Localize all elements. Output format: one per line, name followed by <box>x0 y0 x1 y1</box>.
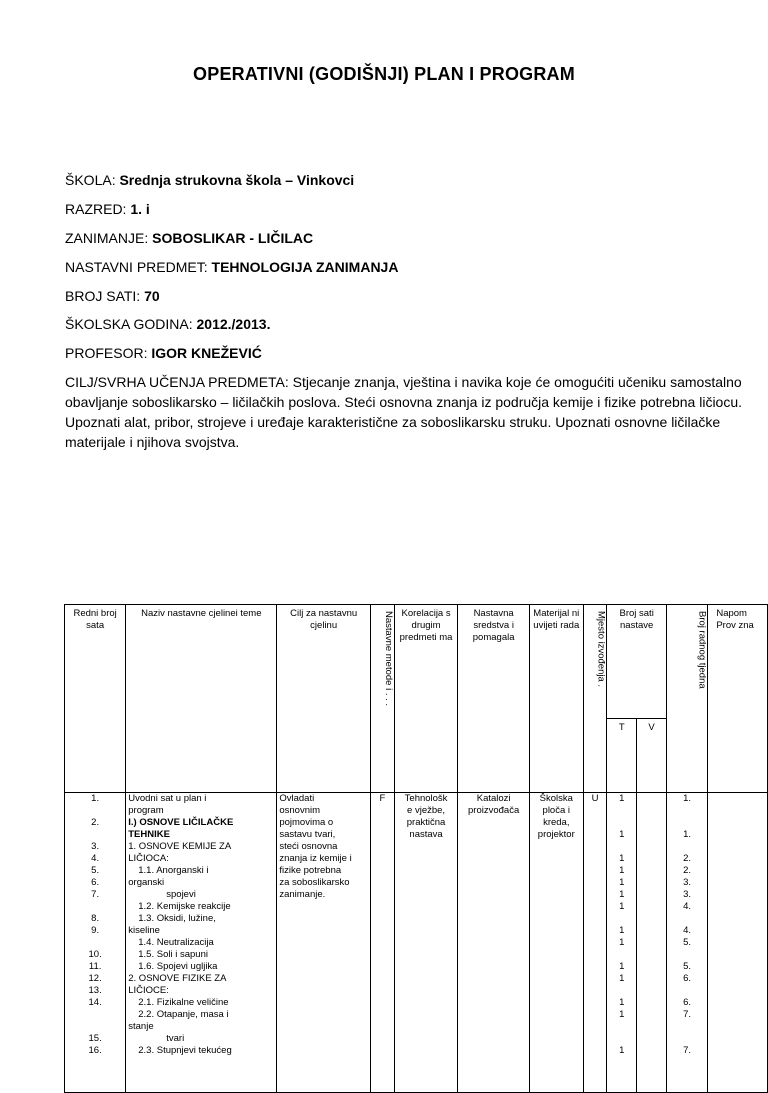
week-number <box>667 1021 707 1033</box>
unit-name-line: 1.1. Anorganski i <box>138 865 209 876</box>
hours-t-value: 1 <box>619 829 625 840</box>
unit-name-line: 1.5. Soli i sapuni <box>138 949 208 960</box>
lesson-number: 7. <box>91 889 100 900</box>
goal-line: steći osnovna <box>279 841 338 852</box>
week-number <box>667 1033 707 1045</box>
header-notes: Napom Prov zna <box>708 605 768 793</box>
header-hours: Broj sati nastave <box>607 605 666 719</box>
location-cell: U <box>583 793 607 1093</box>
week-number: 1. <box>683 793 692 804</box>
goal-line: Ovladati <box>279 793 315 804</box>
lesson-numbers-cell <box>65 793 126 1093</box>
week-number: 2. <box>683 865 692 876</box>
material-line: projektor <box>537 829 575 840</box>
unit-name-line: spojevi <box>166 889 196 900</box>
correlation-line: e vježbe, <box>407 805 446 816</box>
week-number: 3. <box>683 877 692 888</box>
week-cell <box>666 793 707 1093</box>
lesson-number <box>65 805 125 817</box>
hours-t-value: 1 <box>619 937 625 948</box>
goal-line: za soboslikarsko <box>279 877 350 888</box>
unit-name-line: 1.6. Spojevi ugljika <box>138 961 218 972</box>
header-material-conditions: Materijal ni uvijeti rada <box>529 605 583 793</box>
unit-name-line: TEHNIKE <box>128 829 170 840</box>
hours-t-value: 1 <box>619 961 625 972</box>
subject-goal: CILJ/SVRHA UČENJA PREDMETA: Stjecanje znanja, vještina i navika koje će omogućiti učeniku samostalno obavljanje soboslikarsko – ličilačkih poslova. Steći osnovna znanja iz područja kemije i fizike potrebna ličiocu. Upoznati alat, pribor, strojeve i uređaje karakteristične za soboslikarsku struku. Upoznati osnovne ličilačke materijale i njihova svojstva. <box>65 374 743 450</box>
unit-names-cell <box>126 793 277 1093</box>
lesson-number: 6. <box>91 877 100 888</box>
week-number <box>667 805 707 817</box>
week-number <box>667 817 707 829</box>
page-title: OPERATIVNI (GODIŠNJI) PLAN I PROGRAM <box>193 64 575 84</box>
lesson-number: 12. <box>88 973 102 984</box>
header-goal: Cilj za nastavnu cjelinu <box>277 605 371 793</box>
hours-t-value: 1 <box>619 973 625 984</box>
week-number: 5. <box>683 937 692 948</box>
header-v: V <box>637 719 667 793</box>
material-line: Školska <box>539 793 573 804</box>
hours-t-value: 1 <box>619 997 625 1008</box>
hours-t-value <box>607 949 636 961</box>
lesson-number <box>65 1021 125 1033</box>
correlation-line: Tehnološk <box>404 793 448 804</box>
hours-t-value: 1 <box>619 901 625 912</box>
week-number: 1. <box>683 829 692 840</box>
week-number: 4. <box>683 901 692 912</box>
teaching-aids-cell <box>458 793 530 1093</box>
week-number: 6. <box>683 973 692 984</box>
hours-t-value <box>607 1021 636 1033</box>
occupation-line: ZANIMANJE: SOBOSLIKAR - LIČILAC <box>65 230 314 246</box>
lesson-number: 11. <box>88 961 102 972</box>
unit-name-line: 2.3. Stupnjevi tekućeg <box>138 1045 232 1056</box>
unit-name-line: 1. OSNOVE KEMIJE ZA <box>128 841 232 852</box>
header-location: Mjesto izvođenja . <box>583 605 607 793</box>
header-t: T <box>607 719 637 793</box>
lesson-number: 9. <box>91 925 100 936</box>
lesson-number <box>65 901 125 913</box>
goal-line: sastavu tvari, <box>279 829 336 840</box>
lesson-number: 10. <box>88 949 102 960</box>
lesson-number: 13. <box>88 985 102 996</box>
subject-line: NASTAVNI PREDMET: TEHNOLOGIJA ZANIMANJA <box>65 259 399 275</box>
lesson-number <box>65 1057 125 1069</box>
hours-t-value: 1 <box>619 925 625 936</box>
class-line: RAZRED: 1. i <box>65 201 150 217</box>
unit-name-line: 2. OSNOVE FIZIKE ZA <box>128 973 227 984</box>
hours-t-value <box>607 841 636 853</box>
lesson-number <box>65 937 125 949</box>
unit-name-line: 1.2. Kemijske reakcije <box>138 901 231 912</box>
week-number: 6. <box>683 997 692 1008</box>
week-number: 7. <box>683 1009 692 1020</box>
hours-t-value: 1 <box>619 889 625 900</box>
week-number: 5. <box>683 961 692 972</box>
unit-name-line: 2.2. Otapanje, masa i <box>138 1009 229 1020</box>
unit-name-line: 2.1. Fizikalne veličine <box>138 997 229 1008</box>
unit-name-line: kiseline <box>128 925 160 936</box>
week-number: 4. <box>683 925 692 936</box>
lesson-number <box>65 1009 125 1021</box>
unit-name-line: tvari <box>166 1033 185 1044</box>
unit-name-line: LIČIOCE: <box>128 985 169 996</box>
notes-cell <box>708 793 768 1093</box>
week-number <box>667 841 707 853</box>
header-methods: Nastavne metode i . . . <box>370 605 394 793</box>
goal-line: pojmovima o <box>279 817 334 828</box>
lesson-number: 1. <box>91 793 100 804</box>
hours-line: BROJ SATI: 70 <box>65 288 160 304</box>
hours-t-value: 1 <box>619 865 625 876</box>
lesson-number: 3. <box>91 841 100 852</box>
goal-cell <box>277 793 371 1093</box>
week-number: 3. <box>683 889 692 900</box>
lesson-number: 2. <box>91 817 100 828</box>
hours-v-cell <box>637 793 667 1093</box>
material-cell <box>529 793 583 1093</box>
week-number <box>667 985 707 997</box>
teaching-aid-line: proizvođača <box>468 805 520 816</box>
header-lesson-number: Redni broj sata <box>65 605 126 793</box>
teacher-line: PROFESOR: IGOR KNEŽEVIĆ <box>65 345 262 361</box>
hours-t-value: 1 <box>619 1009 625 1020</box>
header-work-week: Broj radnog tjedna <box>666 605 707 793</box>
goal-line: zanimanje. <box>279 889 326 900</box>
hours-t-value <box>607 1033 636 1045</box>
school-line: ŠKOLA: Srednja strukovna škola – Vinkovci <box>65 172 355 188</box>
hours-t-value: 1 <box>619 853 625 864</box>
teaching-aid-line: Katalozi <box>476 793 511 804</box>
unit-name-line: program <box>128 805 164 816</box>
school-year-line: ŠKOLSKA GODINA: 2012./2013. <box>65 316 271 332</box>
unit-name-line: stanje <box>128 1021 154 1032</box>
hours-t-value <box>607 985 636 997</box>
material-line: ploča i <box>542 805 570 816</box>
goal-line: znanja iz kemije i <box>279 853 352 864</box>
lesson-number: 16. <box>88 1045 102 1056</box>
lesson-number <box>65 1069 125 1081</box>
week-number <box>667 913 707 925</box>
header-teaching-aids: Nastavna sredstva i pomagala <box>458 605 530 793</box>
hours-t-value <box>607 805 636 817</box>
week-number: 2. <box>683 853 692 864</box>
header-unit-name: Naziv nastavne cjelinei teme <box>126 605 277 793</box>
hours-t-value: 1 <box>619 1045 625 1056</box>
unit-name-line: I.) OSNOVE LIČILAČKE <box>128 817 234 828</box>
unit-name-line: 1.3. Oksidi, lužine, <box>138 913 216 924</box>
hours-t-cell <box>607 793 637 1093</box>
unit-name-line: 1.4. Neutralizacija <box>138 937 214 948</box>
hours-t-value <box>607 817 636 829</box>
lesson-number: 4. <box>91 853 100 864</box>
correlation-cell <box>394 793 458 1093</box>
unit-name-line: LIČIOCA: <box>128 853 169 864</box>
header-correlation: Korelacija s drugim predmeti ma <box>394 605 458 793</box>
lesson-number <box>65 829 125 841</box>
unit-name-line: organski <box>128 877 165 888</box>
week-number: 7. <box>683 1045 692 1056</box>
correlation-line: nastava <box>409 829 443 840</box>
unit-name-line: Uvodni sat u plan i <box>128 793 207 804</box>
hours-t-value <box>607 913 636 925</box>
goal-line: fizike potrebna <box>279 865 342 876</box>
goal-line: osnovnim <box>279 805 321 816</box>
hours-t-value: 1 <box>619 877 625 888</box>
lesson-number: 5. <box>91 865 100 876</box>
hours-t-value: 1 <box>619 793 625 804</box>
lesson-number: 14. <box>88 997 102 1008</box>
correlation-line: praktična <box>406 817 446 828</box>
methods-cell: F <box>370 793 394 1093</box>
week-number <box>667 949 707 961</box>
material-line: kreda, <box>543 817 570 828</box>
lesson-number: 8. <box>91 913 100 924</box>
plan-table <box>64 604 768 1093</box>
lesson-number: 15. <box>88 1033 102 1044</box>
